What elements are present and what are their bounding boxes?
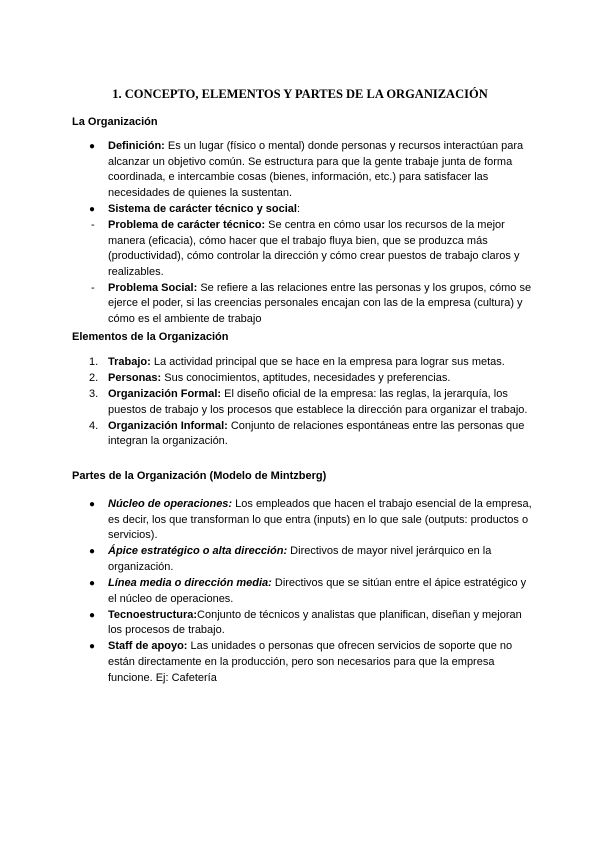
list-item (72, 387, 532, 418)
item-text: Sus conocimientos, aptitudes, necesidades y preferencias. (161, 372, 451, 385)
item-text: El diseño oficial de la empresa: las reglas, la jerarquía, los puestos de trabajo y los procesos que establece la dirección para organizar el trabajo. (108, 388, 528, 416)
section-heading-partes: Partes de la Organización (Modelo de Mintzberg) (72, 470, 327, 482)
list-elementos (72, 355, 532, 451)
list-item (72, 202, 532, 218)
item-term: Ápice estratégico o alta dirección: (108, 545, 288, 558)
list-partes (72, 497, 532, 687)
number-marker: 1. (89, 356, 99, 368)
list-item (72, 371, 532, 387)
list-item (72, 608, 532, 639)
item-term: Núcleo de operaciones: (108, 498, 233, 510)
bullet-icon: ● (89, 546, 96, 558)
item-text: La actividad principal que se hace en la empresa para lograr sus metas. (150, 356, 505, 368)
item-text: Conjunto de técnicos y analistas que planifican, diseñan y mejoran los procesos de trabajo. (108, 608, 522, 637)
item-text: Conjunto de relaciones espontáneas entre las personas que integran la organización. (108, 419, 525, 448)
list-item (72, 639, 532, 686)
item-text: Directivos de mayor nivel jerárquico en la organización. (108, 545, 492, 573)
number-marker: 4. (89, 419, 99, 432)
item-text: Directivos que se sitúan entre el ápice estratégico y el núcleo de operaciones. (108, 576, 527, 605)
list-item (72, 497, 532, 544)
item-term: Problema de carácter técnico: (108, 218, 266, 231)
list-organizacion (72, 139, 532, 328)
bullet-icon: ● (89, 577, 96, 589)
item-text: Se centra en cómo usar los recursos de la mejor manera (eficacia), cómo hacer que el trabajo fluya bien, que se produzca más (productividad), cómo controlar la dirección y cómo crear puestos de trabajo claros y realizables. (108, 218, 520, 278)
section-heading-elementos: Elementos de la Organización (72, 331, 229, 343)
item-term: Sistema de carácter técnico y social (108, 202, 297, 215)
bullet-icon: ● (89, 641, 96, 653)
section-heading-organizacion: La Organización (72, 116, 158, 128)
bullet-icon: ● (89, 203, 96, 215)
dash-marker: - (91, 218, 95, 231)
item-term: Personas: (108, 372, 162, 385)
item-term: Staff de apoyo: (108, 640, 188, 653)
item-term: Definición: (108, 140, 165, 152)
list-item (72, 419, 532, 450)
bullet-icon: ● (89, 609, 96, 621)
item-term: Organización Informal: (108, 419, 228, 432)
page-title: 1. CONCEPTO, ELEMENTOS Y PARTES DE LA ORGANIZACIÓN (112, 87, 488, 101)
item-term: Línea media o dirección media: (108, 576, 272, 589)
list-item (72, 576, 532, 607)
item-term: Trabajo: (108, 356, 151, 368)
item-term: Organización Formal: (108, 388, 222, 401)
list-item (72, 281, 532, 328)
item-term: Tecnoestructura: (108, 608, 198, 621)
number-marker: 2. (89, 372, 99, 385)
item-text: Se refiere a las relaciones entre las personas y los grupos, cómo se ejerce el poder, si las creencias personales encajan con las de la empresa (cultura) y cómo es el ambiente de trabajo (108, 281, 532, 326)
item-term: Problema Social: (108, 281, 198, 294)
list-item (72, 218, 532, 280)
item-text: Las unidades o personas que ofrecen servicios de soporte que no están directamente en la producción, pero son necesarios para que la empresa funcione. Ej: Cafetería (108, 640, 513, 684)
list-item (72, 355, 532, 371)
item-text: Es un lugar (físico o mental) donde personas y recursos interactúan para alcanzar un objetivo común. Se estructura para que la gente trabaje junta de forma coordinada, e intercambie cosas (bienes, información, etc.) para satisfacer las necesidades de quienes la sustentan. (108, 140, 524, 199)
item-text: Los empleados que hacen el trabajo esencial de la empresa, es decir, los que transforman lo que entra (inputs) en lo que sale (outputs: productos o servicios). (108, 498, 532, 542)
bullet-icon: ● (89, 141, 96, 152)
bullet-icon: ● (89, 499, 96, 510)
list-item (72, 139, 532, 201)
list-item (72, 544, 532, 575)
item-text: : (296, 202, 300, 215)
dash-marker: - (91, 281, 95, 294)
number-marker: 3. (89, 388, 99, 401)
